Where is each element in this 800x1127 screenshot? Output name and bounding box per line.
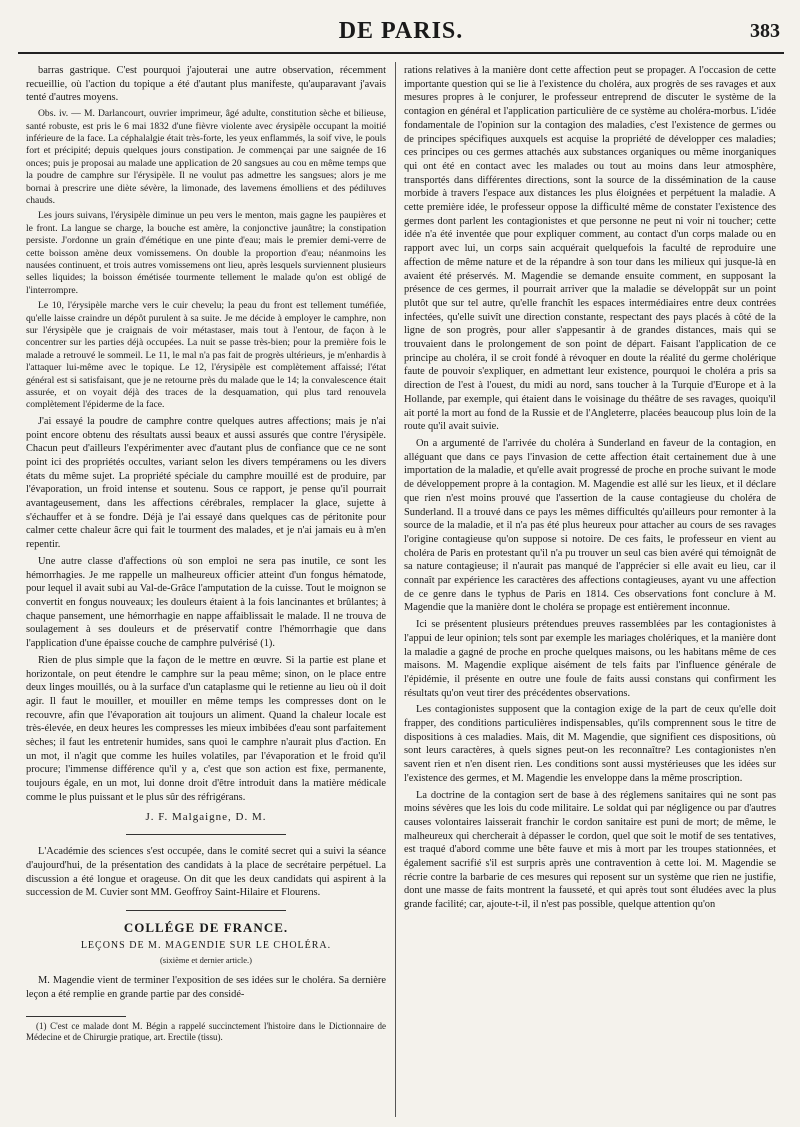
section-divider	[126, 910, 286, 911]
column-divider	[395, 62, 396, 1117]
section-divider	[126, 834, 286, 835]
paragraph: Une autre classe d'affections où son emploi ne sera pas inutile, ce sont les hémorrhagies. Je me rappelle un malheureux officier atteint d'un fongus hématode, pour lequel il avait subi au Val-de-Grâce l'amputation de la cuisse. Tout le moignon se convertit en fongus nouveaux; les douleurs étaient à la fois lancinantes et brûlantes; à chaque pansement, une hémorrhagie en nappe affaiblissait le malade. Il ne trouva de soulagement à ses douleurs et de préservatif contre l'hémorrhagie que dans l'application d'une épaisse couche de camphre pulvérisé (1).	[26, 555, 386, 650]
section-subtitle: LEÇONS DE M. MAGENDIE SUR LE CHOLÉRA.	[80, 939, 332, 951]
section-note: (sixième et dernier article.)	[159, 955, 253, 966]
paragraph: rations relatives à la manière dont cette affection peut se propager. A l'occasion de cette importante question qui se lie à l'existence du choléra, aux progrès de ses ravages et aux mesures propres à le conjurer, le professeur entreprend de discuter le système de la contagion en général et l'application particulière de ce système au choléra-morbus. L'idée fondamentale de l'opinion sur la contagion des maladies, c'est l'existence de germes ou de principes spécifiques auxquels est acquise la propriété de développer ces maladies; ces principes ou ces germes attachés aux substances organiques ou même inorganiques qui ont été en contact avec les malades ou tout au moins dans leur atmosphère, transportés dans différentes directions, sont la source de la dissémination de la cause morbide à travers l'espace aux distances les plus éloignées et perpétuent la maladie. A cette première idée, le professeur oppose la difficulté même de constater l'existence des germes dont parlent les contagionistes et que personne ne peut ni voir ni toucher; cette idée n'a été inventée que pour expliquer comment, au contact d'un corps malade ou en rapport avec lui, un corps sain acquérait quelquefois la faculté de reproduire une affection de même nature et de la répandre à son tour dans les milieux qui jusque-là en avaient été préservés. M. Magendie se demande ensuite comment, en supposant la présence de ces germes, il pourrait arriver que la maladie se développât sur un point plutôt que sur tel autre, qu'elle franchît les espaces intermédiaires entre deux contrées infectées, qu'elle suivît une direction constante, respectant des pays placés à côté de la ligne de son progrès, pour aller s'appesantir à de grandes distances, mais qui se trouvaient dans le prolongement de son point de départ. Faisant l'application de ce principe au choléra, il se croit fondé à révoquer en doute la réalité du germe cholérique faute de pouvoir s'expliquer, en admettant leur existence, pourquoi le choléra a pris sa direction de l'est à l'ouest, du midi au nord, sans toucher à la Turquie d'Europe et à la Hollande, par exemple, qui étaient dans le voisinage du théâtre de ses ravages, quoiqu'il ait porté la mort au fond de la Russie et de l'Angleterre, placées beaucoup plus loin de la route qu'il avait suivie.	[404, 65, 776, 433]
paragraph: barras gastrique. C'est pourquoi j'ajouterai une autre observation, récemment recueillie, où l'action du topique a été d'autant plus manifeste, qu'auparavant j'avais tenté d'autres moyens.	[26, 65, 386, 104]
paragraph: Les jours suivans, l'érysipèle diminue un peu vers le menton, mais gagne les paupières et le front. La langue se charge, la bouche est amère, la conjonctive jaunâtre; la constipation persiste. J'ordonne un grain d'émétique en une pinte d'eau; mais le premier demi-verre de cette boisson amène deux vomissemens. On double la proportion d'eau; néanmoins les nausées continuent, et trois autres vomissemens ont lieu, après lesquels surviennent plusieurs selles liquides; la boisson émétisée tourmente tellement le malade qu'on est obligé de l'interrompre.	[26, 210, 386, 296]
observation-paragraph: Obs. iv. — M. Darlancourt, ouvrier imprimeur, âgé adulte, constitution sèche et bilieuse, santé robuste, est pris le 6 mai 1832 d'une fièvre violente avec érysipèle occupant la moitié inférieure de la face. La céphalalgie était très-forte, les yeux enflammés, la soif vive, le pouls fort et précipité; depuis quelques jours constipation. Je commençai par une saignée de 16 onces; puis je proposai au malade une application de 20 sangsues au cou en même temps que la poudre de camphre sur l'érysipèle. Il ne voulut pas admettre les sangsues; alors je me bornai à prescrire une diète sévère, la limonade, des lavemens émolliens et des pédiluves chauds.	[26, 108, 386, 206]
paragraph: J'ai essayé la poudre de camphre contre quelques autres affections; mais je n'ai point encore obtenu des résultats aussi beaux et aussi assurés que contre l'érysipèle. Chacun peut d'ailleurs l'expérimenter avec d'autant plus de confiance que ce ne sont point ici des propriétés occultes, variant selon les divers tempéramens ou les divers états du même sujet. La propriété spéciale du camphre mouillé est de produire, par l'évaporation, un froid intense et soutenu. Sous ce rapport, je pense qu'il pourrait avantageusement, dans les affections cérébrales, remplacer la glace, sujette à s'échauffer et à se fondre. Déjà je l'ai essayé dans quelques cas de péritonite pour calmer cette chaleur âcre qui fait le tourment des malades, et je n'ai jamais eu à m'en repentir.	[26, 415, 386, 551]
right-column	[404, 64, 776, 1116]
paragraph: On a argumenté de l'arrivée du choléra à Sunderland en faveur de la contagion, en alléguant que dans ce pays l'invasion de cette affection était certainement due à une importation de la maladie, et qu'elle avait progressé de proche en proche suivant le mode de développement propre à la contagion. M. Magendie est allé sur les lieux, et il déclare que rien n'est moins prouvé que l'assertion de la cause contagieuse du choléra de Sunderland. Il a trouvé dans ce pays les mêmes difficultés qu'ailleurs pour remonter à la source de la maladie, et il n'a pas été plus heureux pour attacher au cours de ses ravages l'origine contagieuse qu'on suppose si notoire. De ces faits, le professeur en vient au choléra de Paris en protestant qu'il n'a pu trouver un seul cas bien avéré qui témoignât de sa nature contagieuse; il n'aurait pas manqué de l'apprécier si elle avait eu lieu, car il connaît par expérience les caractères des affections contagieuses, ayant vu une affection de ce genre dans le typhus de Paris en 1814. Ces observations font conclure à M. Magendie que la manière dont le choléra se propage est entièrement inconnue.	[404, 437, 776, 614]
footnote: (1) C'est ce malade dont M. Bégin a rappelé succinctement l'histoire dans le Dictionnaire de Médecine et de Chirurgie pratique, art. Erectile (tissu).	[26, 1020, 386, 1043]
footnote-divider	[26, 1016, 126, 1017]
paragraph: Ici se présentent plusieurs prétendues preuves rassemblées par les contagionistes à l'appui de leur opinion; tels sont par exemple les mariages cholériques, et la manière dont la maladie a gagné de proche en proche quelques maisons, ou les habitans même de ces maisons. M. Magendie explique aisément de tels faits par l'influence générale de l'épidémie, il présente en outre une foule de faits aussi constans qui confirment les résultats qu'on veut tirer des précédentes observations.	[404, 619, 776, 699]
author-signature: J. F. Malgaigne, D. M.	[145, 810, 267, 823]
section-title: COLLÉGE DE FRANCE.	[123, 920, 289, 936]
paragraph: Rien de plus simple que la façon de le mettre en œuvre. Si la partie est plane et horizontale, on peut étendre le camphre sur la peau même; sinon, on le place entre deux linges mouillés, ou à la surface d'un cataplasme qui le retienne au lieu où il doit agir. Il faut le mouiller, et mouiller en même temps les compresses dont on le recouvre, afin que l'évaporation ait toujours un aliment. Quand la chaleur locale est très-élevée, en deux heures les compresses les mieux imbibées d'eau sont parfaitement sèches; il faut les entretenir humides, sans quoi le camphre n'aurait plus d'action. En un mot, il n'agit que comme les huiles volatiles, par l'évaporation et le froid qu'il procure; l'immense différence qu'il y a, c'est que son action est fixe, permanente, toujours égale, en un mot, lui donne droit d'être introduit dans la matière médicale comme le plus puissant et le plus sûr des réfrigérans.	[26, 654, 386, 803]
page-title: DE PARIS.	[338, 18, 464, 44]
paragraph: M. Magendie vient de terminer l'exposition de ses idées sur le choléra. Sa dernière leçon a été remplie en grande partie par des considé-	[26, 975, 386, 1000]
paragraph: La doctrine de la contagion sert de base à des réglemens sanitaires qui ne sont pas moins sévères que les lois du code militaire. Le soldat qui par négligence ou par d'autres causes volontaires laisserait franchir le cordon sanitaire est puni de mort; de même, le malheureux qui chercherait à dépasser le cordon, quel que soit le motif de ses tentatives, est traqué d'abord comme une bête fauve et mis à mort par les troupes stationnées, et également sacrifié s'il est surpris après une contravention à cette loi. M. Magendie se récrie contre la barbarie de ces mesures qui reposent sur un système que rien ne justifie, dont une masse de faits montrent la fausseté, et qui après tout sont éludées avec la plus grande facilité; car, ajoute-t-il, il n'est pas possible, quelque attention qu'on	[404, 789, 776, 911]
paragraph: Les contagionistes supposent que la contagion exige de la part de ceux qu'elle doit frapper, des conditions particulières indispensables, qu'ils comprennent sous le titre de dispositions à ces maladies. Mais, dit M. Magendie, que signifient ces dispositions, où sont leurs caractères, à quels signes peut-on les reconnaître? Les contagionistes n'en savent rien et n'en disent rien. Les conditions sont aussi mystérieuses que les idées sur l'existence des germes, et M. Magendie les enveloppe dans la même proscription.	[404, 704, 776, 784]
academy-paragraph: L'Académie des sciences s'est occupée, dans le comité secret qui a suivi la séance d'aujourd'hui, de la présentation des candidats à la place de secrétaire perpétuel. La discussion a été longue et orageuse. On dit que les deux candidats qui aspirent à la succession de M. Cuvier sont MM. Geoffroy Saint-Hilaire et Flourens.	[26, 846, 386, 899]
page-header	[18, 12, 784, 54]
paragraph: Le 10, l'érysipèle marche vers le cuir chevelu; la peau du front est tellement tuméfiée, qu'elle laisse craindre un dépôt purulent à sa suite. Je me décide à employer le camphre, non sur l'érysipèle que je craignais de voir métastaser, mais tout à l'entour, de façon à le concentrer sur les parties déjà occupées. La nuit se passe très-bien; pour la première fois le malade a retrouvé le sommeil. Le 11, le mal n'a pas fait de progrès ultérieurs, je m'enhardis à l'attaquer lui-même avec le topique. Le 12, l'érysipèle est complètement affaissé; l'état général est si satisfaisant, que je ne retourne près du malade que le 14; la convalescence était assurée, et on voyait déjà des traces de la desquamation, qui plus tard renouvela complètement l'épiderme de la face.	[26, 300, 386, 411]
left-column	[26, 64, 386, 1116]
page-number: 383	[750, 20, 780, 42]
